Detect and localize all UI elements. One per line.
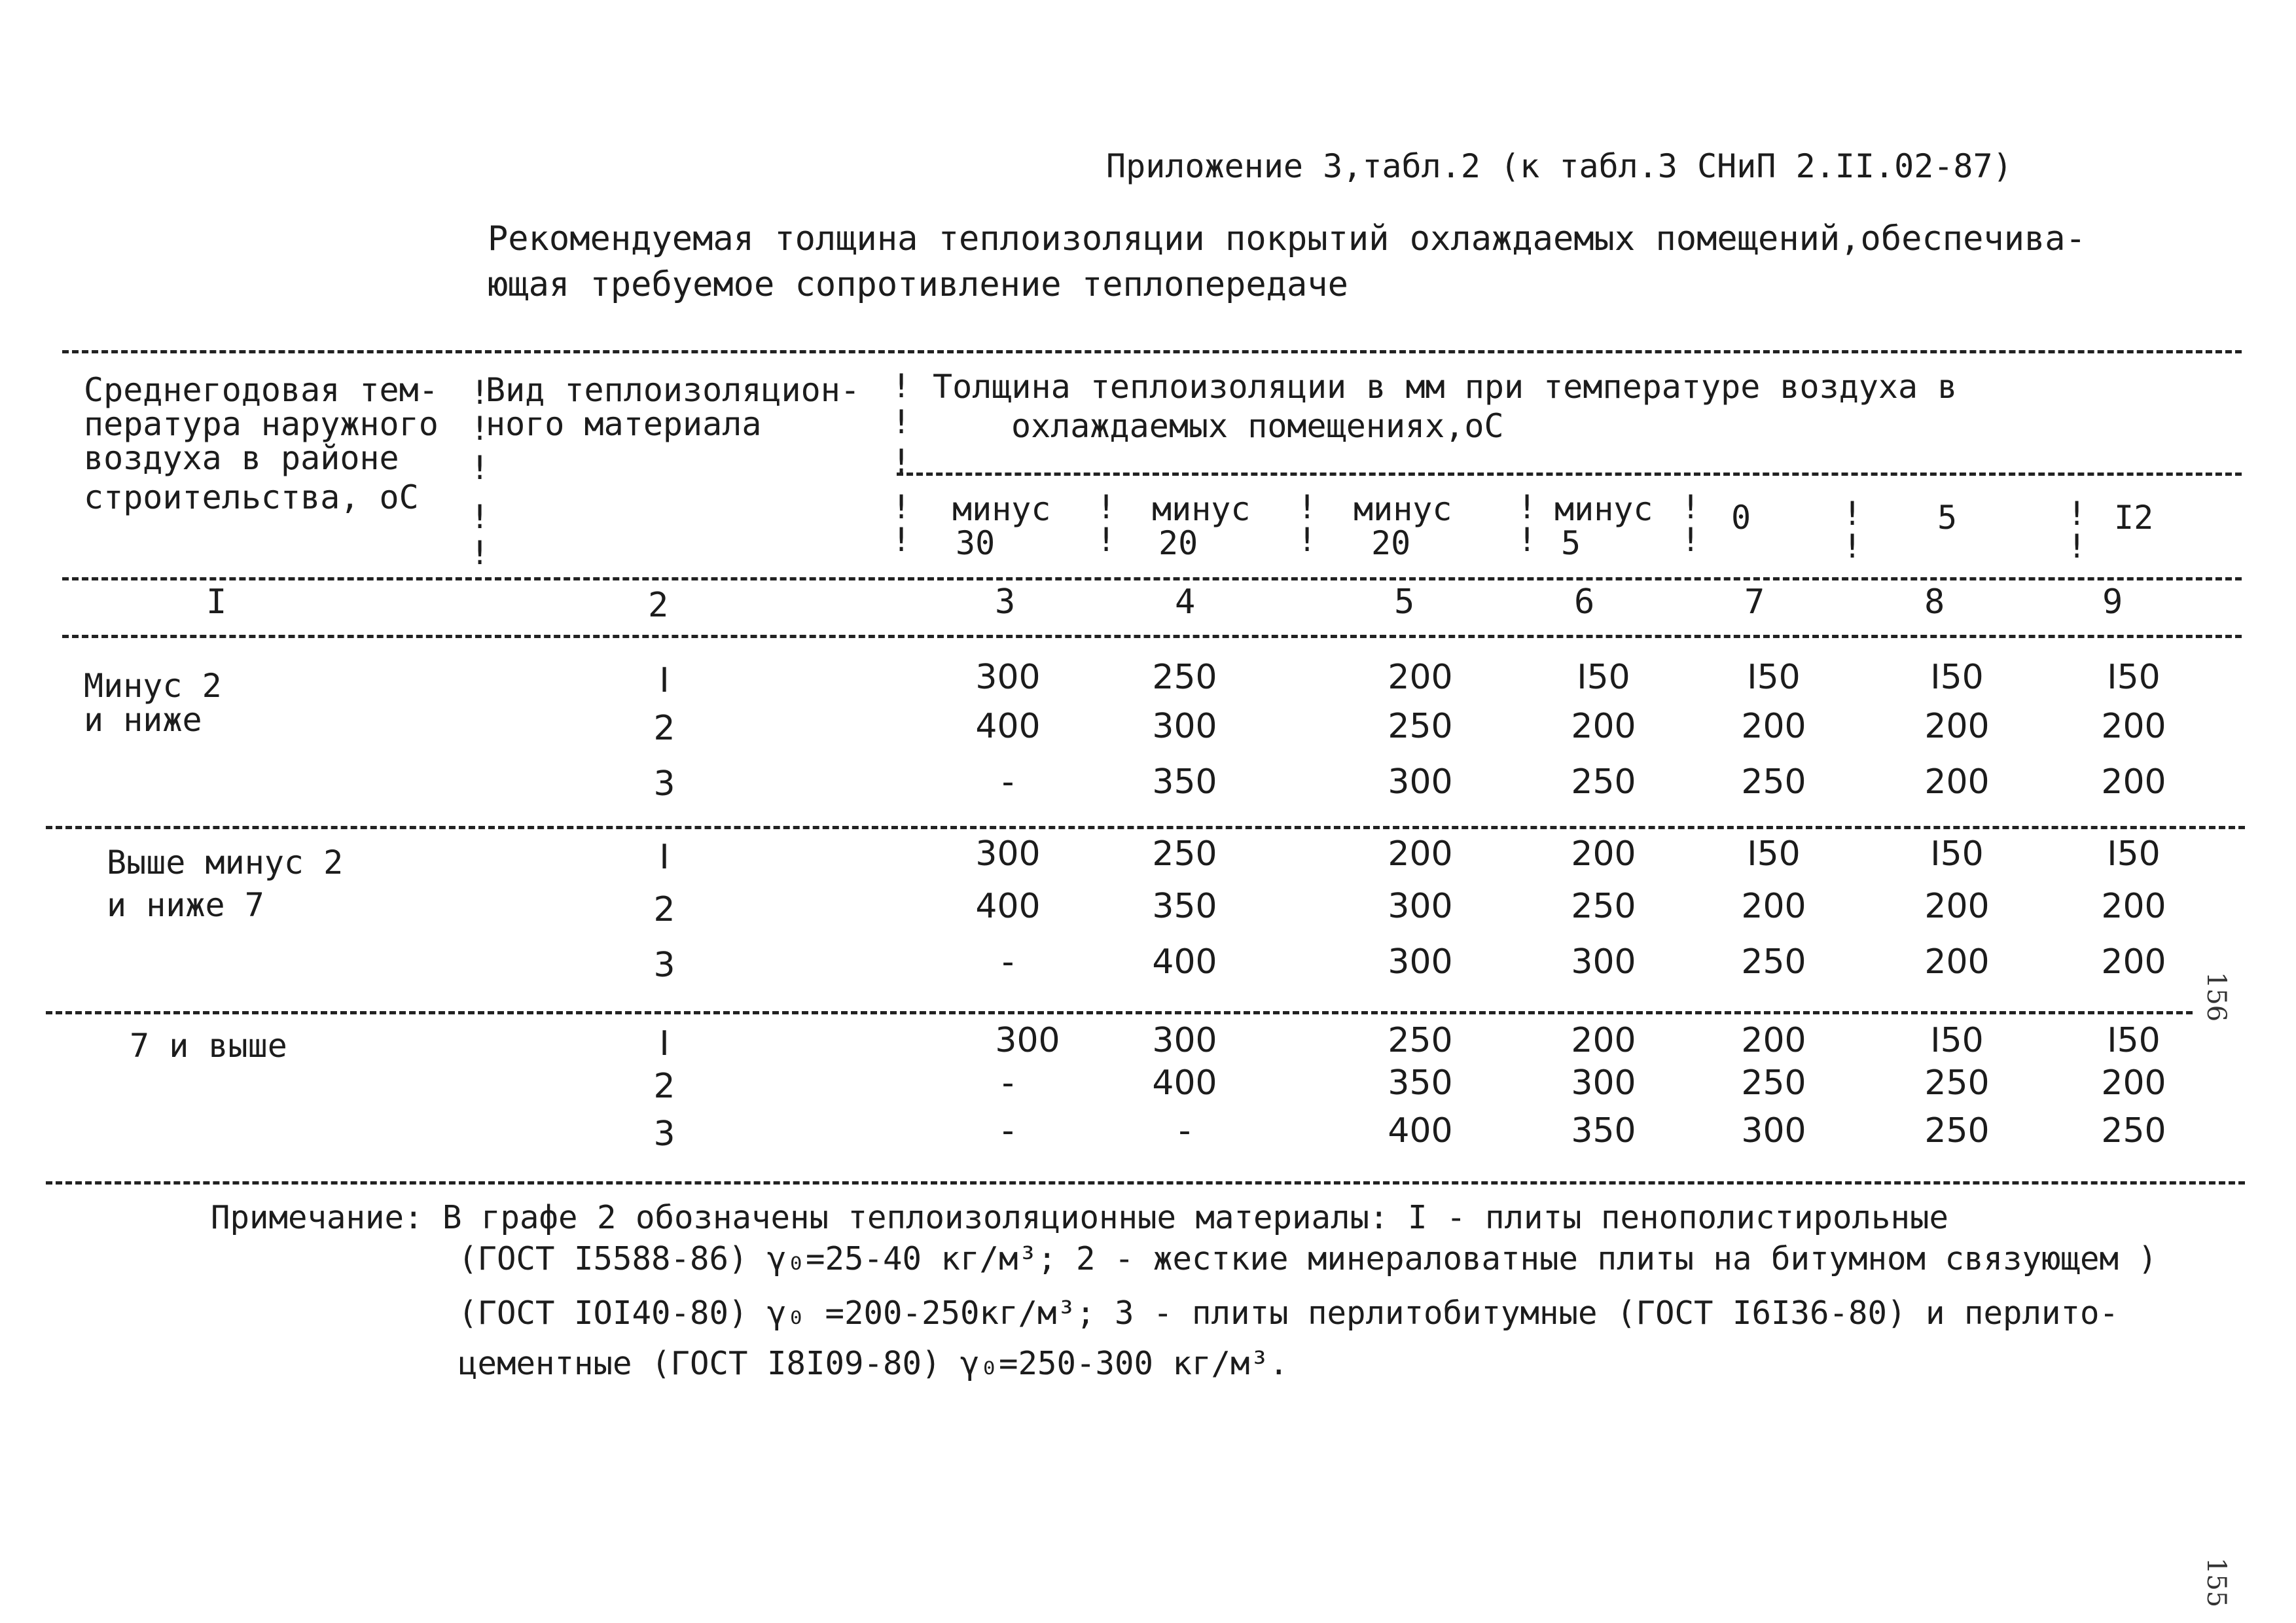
table-cell: 200 [1571,834,1636,874]
table-cell: 200 [1924,887,1990,926]
temp-header-3-bottom: 20 [1371,524,1411,562]
temp-header-7: I2 [2114,499,2154,537]
material-code: 2 [653,709,675,748]
table-cell: 250 [1741,1063,1806,1103]
table-cell: 300 [1571,1063,1636,1103]
table-cell: 300 [1388,887,1453,926]
material-code: 2 [653,1067,675,1106]
header-col2-line1: Вид теплоизоляцион- [486,371,860,409]
table-cell: I50 [2107,1021,2161,1060]
table-cell: 400 [975,887,1041,926]
table-cell: 300 [1388,762,1453,802]
table-cell: 300 [1388,942,1453,982]
table-cell: 200 [1741,1021,1806,1060]
material-code: 3 [653,764,675,804]
table-cell: 350 [1388,1063,1453,1103]
table-cell: 350 [1571,1111,1636,1150]
separator-mark: ! [1297,488,1318,526]
separator-mark: ! [1517,521,1537,559]
material-code: I [659,838,670,877]
table-cell: 200 [2101,762,2166,802]
rule-group-2 [46,1011,2193,1014]
table-cell: 250 [1152,834,1217,874]
table-cell: 200 [1571,1021,1636,1060]
table-cell: I50 [1930,1021,1984,1060]
table-cell: 300 [975,658,1041,697]
table-cell: 250 [1571,887,1636,926]
table-cell: 200 [1924,762,1990,802]
separator-mark: ! [1297,521,1318,559]
note-line-4: цементные (ГОСТ I8I09-80) γ₀=250-300 кг/м³. [458,1345,1289,1382]
table-title-line-1: Рекомендуемая толщина теплоизоляции покрытий охлаждаемых помещений,обеспечива- [488,219,2086,259]
material-code: I [659,1024,670,1063]
table-cell: 200 [2101,1063,2166,1103]
table-cell: 250 [2101,1111,2166,1150]
table-cell: 350 [1152,887,1217,926]
table-cell: - [1001,942,1014,982]
separator-mark: ! [470,410,490,448]
temp-header-6: 5 [1937,499,1958,537]
temp-header-2-bottom: 20 [1158,524,1198,562]
column-number-2: 2 [648,586,669,625]
table-cell: - [1001,762,1014,802]
table-cell: I50 [1577,658,1630,697]
rule-header-bottom [62,577,2242,580]
table-cell: - [1178,1111,1191,1150]
rule-top [62,350,2242,353]
table-cell: 300 [1741,1111,1806,1150]
column-number-6: 6 [1574,582,1595,622]
separator-mark: ! [891,403,912,441]
table-cell: I50 [2107,658,2161,697]
rule-colnum-bottom [62,635,2242,638]
table-cell: 250 [1571,762,1636,802]
column-number-3: 3 [995,582,1016,622]
table-cell: 200 [2101,887,2166,926]
appendix-reference: Приложение 3,табл.2 (к табл.3 СНиП 2.II.02-87) [1106,147,2013,185]
separator-mark: ! [1842,495,1863,533]
column-number-9: 9 [2102,582,2123,622]
table-cell: 350 [1152,762,1217,802]
margin-page-number: 155 [2201,1557,2232,1608]
column-number-5: 5 [1394,582,1415,622]
separator-mark: ! [2067,527,2087,565]
table-cell: 200 [1388,658,1453,697]
note-line-2: (ГОСТ I5588-86) γ₀=25-40 кг/м³; 2 - жесткие минераловатные плиты на битумном связующем ) [458,1240,2158,1277]
table-cell: 300 [1571,942,1636,982]
rule-temp-header [897,473,2242,476]
temp-header-4-top: минус [1554,490,1653,528]
group-2-label-line1: Выше минус 2 [107,844,344,882]
table-cell: - [1001,1063,1014,1103]
separator-mark: ! [1842,527,1863,565]
separator-mark: ! [470,449,490,487]
temp-header-1-top: минус [952,490,1051,528]
group-2-label-line2: и ниже 7 [107,886,264,924]
separator-mark: ! [891,488,912,526]
table-cell: I50 [1930,834,1984,874]
material-code: 3 [653,1115,675,1154]
header-col1-line4: строительства, оС [84,478,419,516]
table-cell: 250 [1152,658,1217,697]
header-col2-line2: ного материала [486,405,762,443]
column-number-1: I [206,582,227,622]
separator-mark: ! [1681,488,1701,526]
table-cell: 400 [1152,1063,1217,1103]
separator-mark: ! [470,374,490,412]
separator-mark: ! [891,367,912,405]
rule-group-1 [46,826,2245,829]
table-cell: 200 [1741,707,1806,746]
column-number-8: 8 [1924,582,1945,622]
table-cell: 200 [1571,707,1636,746]
header-group-line2: охлаждаемых помещениях,оС [1011,407,1504,445]
temp-header-4-bottom: 5 [1561,524,1581,562]
note-line-1: Примечание: В графе 2 обозначены теплоизоляционные материалы: I - плиты пенополистирольные [211,1199,1949,1236]
table-cell: 200 [1388,834,1453,874]
separator-mark: ! [891,521,912,559]
table-title-line-2: ющая требуемое сопротивление теплопередаче [488,265,1348,304]
temp-header-3-top: минус [1354,490,1452,528]
separator-mark: ! [1517,488,1537,526]
table-cell: I50 [1747,658,1801,697]
separator-mark: ! [1096,488,1117,526]
table-cell: 400 [1388,1111,1453,1150]
material-code: 3 [653,946,675,985]
header-col1-line2: пература наружного [84,405,439,443]
table-cell: 250 [1388,1021,1453,1060]
table-cell: I50 [1930,658,1984,697]
header-col1-line3: воздуха в районе [84,439,399,477]
material-code: I [659,661,670,700]
table-cell: 200 [1741,887,1806,926]
table-cell: 400 [975,707,1041,746]
temp-header-1-bottom: 30 [956,524,996,562]
table-cell: 300 [975,834,1041,874]
group-3-label-line1: 7 и выше [130,1027,287,1065]
separator-mark: ! [1681,521,1701,559]
table-cell: 200 [1924,942,1990,982]
material-code: 2 [653,890,675,929]
table-cell: 200 [2101,707,2166,746]
rule-bottom [46,1181,2245,1185]
table-cell: 300 [995,1021,1060,1060]
table-cell: 250 [1388,707,1453,746]
table-cell: 250 [1741,942,1806,982]
separator-mark: ! [2067,495,2087,533]
note-line-3: (ГОСТ IOI40-80) γ₀ =200-250кг/м³; 3 - плиты перлитобитумные (ГОСТ I6I36-80) и перлито- [458,1294,2119,1332]
temp-header-2-top: минус [1152,490,1251,528]
column-number-7: 7 [1744,582,1765,622]
table-cell: I50 [1747,834,1801,874]
separator-mark: ! [1096,521,1117,559]
table-cell: 250 [1924,1063,1990,1103]
separator-mark: ! [470,498,490,536]
table-cell: 250 [1741,762,1806,802]
separator-mark: ! [470,534,490,572]
table-cell: 200 [2101,942,2166,982]
separator-mark: ! [891,442,912,480]
table-cell: 300 [1152,707,1217,746]
header-group-line1: Толщина теплоизоляции в мм при температуре воздуха в [933,368,1958,406]
group-1-label-line1: Минус 2 [84,667,222,705]
margin-page-number: 156 [2201,971,2232,1022]
table-cell: 200 [1924,707,1990,746]
temp-header-5: 0 [1731,499,1751,537]
table-cell: I50 [2107,834,2161,874]
group-1-label-line2: и ниже [84,701,202,739]
table-cell: 400 [1152,942,1217,982]
table-cell: 300 [1152,1021,1217,1060]
header-col1-line1: Среднегодовая тем- [84,371,439,409]
table-cell: 250 [1924,1111,1990,1150]
column-number-4: 4 [1175,582,1196,622]
table-cell: - [1001,1111,1014,1150]
